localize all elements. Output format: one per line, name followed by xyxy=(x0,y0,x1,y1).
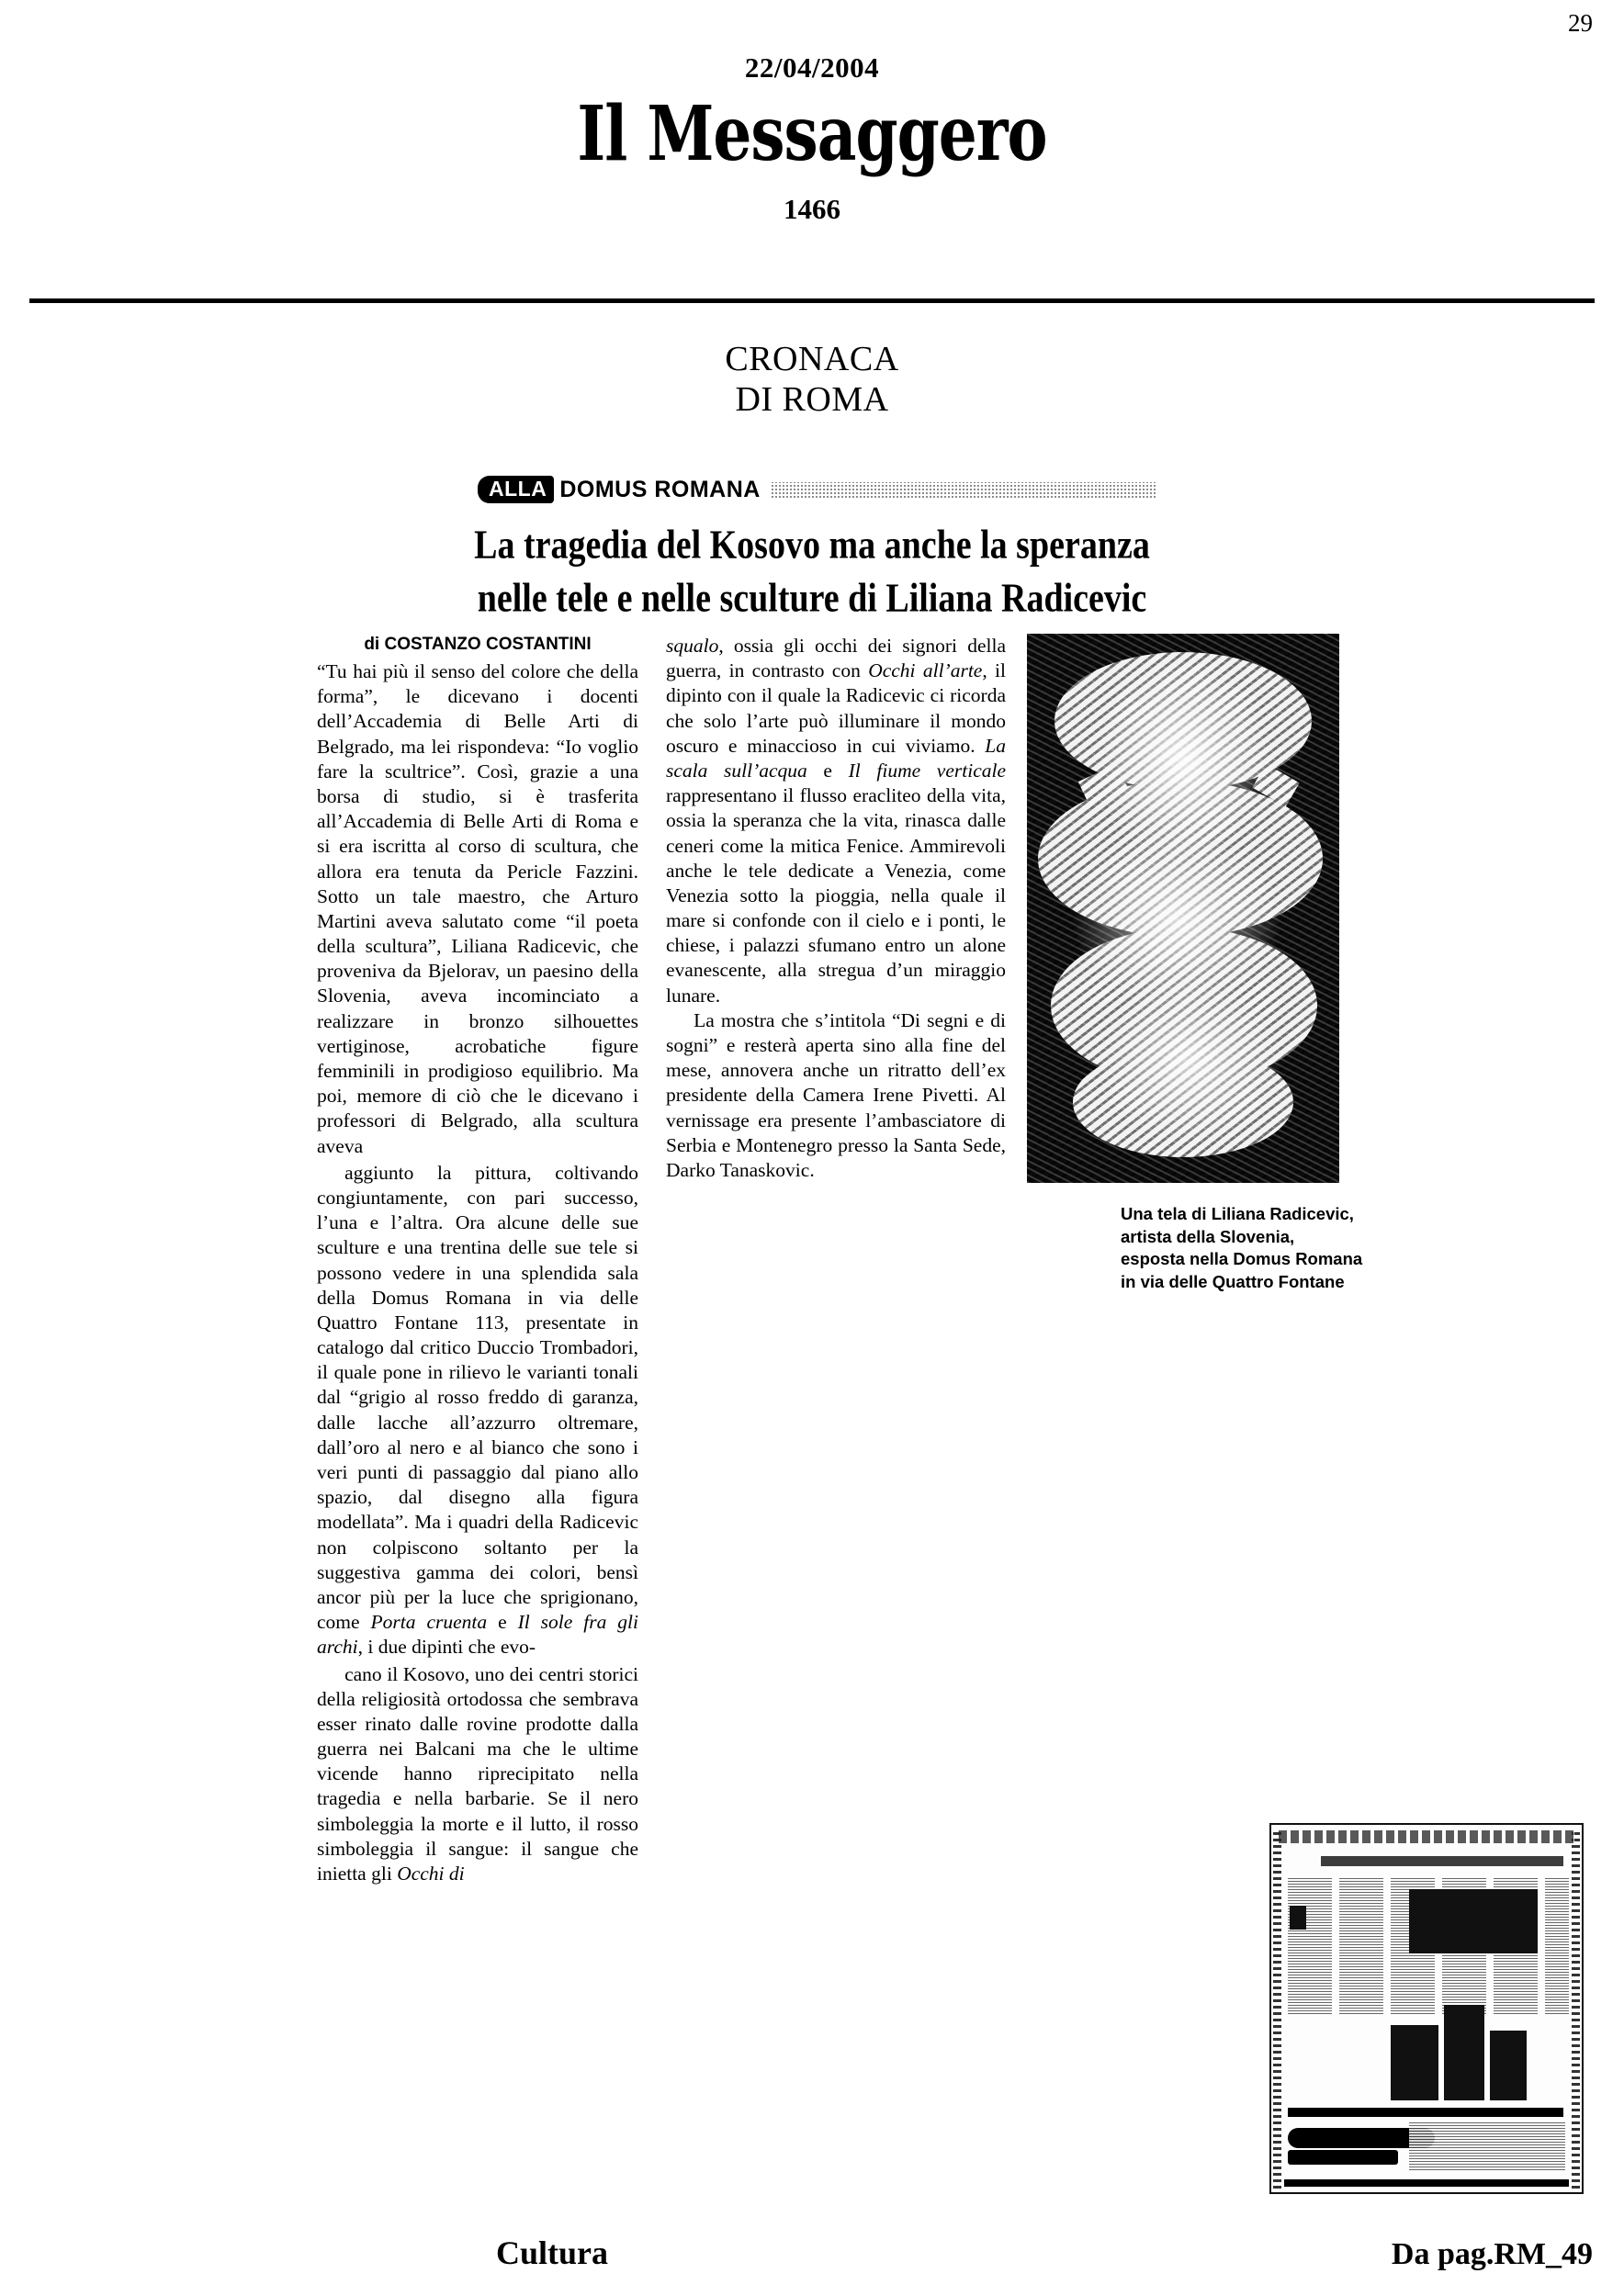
paragraph-text: aggiunto la pittura, coltivando congiuntamente, con pari successo, l’una e l’altra. Ora alcune delle sue sculture e una trentina delle sue tele si possono vedere in una splendida sala della Domus Romana in via delle Quattro Fontane 113, presentate in catalogo dal critico Duccio Trombadori, il quale pone in rilievo le varianti tonali dal “grigio al rosso freddo di garanza, dalle lacche all’azzurro oltremare, dall’oro al nero e al bianco che sono i veri punti di passaggio dal piano allo spazio, dal disegno alla figura modellata”. Ma i quadri della Radicevic non colpiscono soltanto per la suggestiva gamma dei colori, bensì ancor più per la luce che sprigionano, come xyxy=(317,1161,638,1634)
paper-title: Il Messaggero xyxy=(577,88,1047,178)
work-title-il-sole-fra-gli-archi: Il sole fra gli archi xyxy=(317,1611,638,1659)
paragraph-text: rappresentano il flusso eracliteo della vita, ossia la speranza che la vita, rinasca dalle ceneri come la mitica Fenice. Ammirevoli anche le tele dedicate a Venezia, come Venezia sotto la pioggia, nella quale il mare si confonde con il cielo e i ponti, le chiese, i palazzi sfumano entro un alone evanescente, alla stregua d’un miraggio lunare. xyxy=(666,784,1006,1007)
caption-line4: in via delle Quattro Fontane xyxy=(1121,1271,1345,1291)
page-clipping-thumbnail xyxy=(1269,1823,1584,2194)
work-title-la-scala-sullacqua: La scala sull’acqua xyxy=(666,734,1006,782)
kicker-decorative-bar xyxy=(772,482,1157,498)
byline xyxy=(317,634,638,656)
paragraph-text: , il dipinto con il quale la Radicevic ci ricorda che solo l’arte può illuminare il mondo oscuro e minaccioso in cui viviamo. xyxy=(666,659,1006,757)
paragraph: La mostra che s’intitola “Di segni e di sogni” e resterà aperta sino alla fine del mese, annovera anche un ritratto dell’ex presidente della Camera Irene Pivetti. Al vernissage era presente l’ambasciatore di Serbia e Montenegro presso la Santa Sede, Darko Tanaskovic. xyxy=(666,1008,1006,1181)
kicker xyxy=(478,476,1157,503)
caption-line2: artista della Slovenia, xyxy=(1121,1226,1295,1246)
issue-number: 1466 xyxy=(784,193,840,225)
issue-date: 22/04/2004 xyxy=(744,51,880,84)
headline-line2: nelle tele e nelle sculture di Liliana Radicevic xyxy=(477,575,1147,622)
work-title-porta-cruenta: Porta cruenta xyxy=(370,1611,488,1634)
headline-line1: La tragedia del Kosovo ma anche la speranza xyxy=(474,522,1150,568)
paragraph-text: cano il Kosovo, uno dei centri storici della religiosità ortodossa che sembrava esser rinato dalle rovine prodotte dalla guerra nei Balcani ma che le ultime vicende hanno riprecipitato nella tragedia e nella barbarie. Se il nero simboleggia la morte e il lutto, il rosso simboleggia il sangue: il sangue che inietta gli xyxy=(317,1662,638,1885)
caption-line1: Una tela di Liliana Radicevic, xyxy=(1121,1204,1354,1223)
caption-line3: esposta nella Domus Romana xyxy=(1121,1249,1363,1269)
byline-prefix: di xyxy=(364,635,380,654)
header-divider xyxy=(29,298,1595,303)
article-column-1 xyxy=(317,634,638,1886)
work-title-occhi-allarte: Occhi all’arte xyxy=(868,659,983,682)
paragraph-tail: , i due dipinti che evo- xyxy=(357,1636,536,1659)
section-title-line2: DI ROMA xyxy=(735,379,889,419)
paragraph-text: , ossia gli occhi dei signori della guerra, in contrasto con xyxy=(666,635,1006,682)
paragraph xyxy=(317,1662,638,1887)
photo-caption xyxy=(1121,1203,1424,1293)
work-title-occhi-di: Occhi di xyxy=(397,1863,465,1885)
byline-author: COSTANZO COSTANTINI xyxy=(384,635,592,654)
article-headline xyxy=(276,519,1348,626)
page-number: 29 xyxy=(1568,9,1593,37)
section-title xyxy=(0,340,1624,420)
paragraph: “Tu hai più il senso del colore che della forma”, le dicevano i docenti dell’Accademia di Belle Arti di Belgrado, ma lei rispondeva: “Io voglio fare la scultrice”. Così, grazie a una borsa di studio, si è trasferita all’Accademia di Belle Arti di Roma e si era iscritta al corso di scultura, che allora era tenuta da Pericle Fazzini. Sotto un tale maestro, che Arturo Martini aveva salutato come “il poeta della scultura”, Liliana Radicevic, che proveniva da Bjelorav, un paesino della Slovenia, aveva incominciato a realizzare in bronzo silhouettes vertiginose, acrobatiche figure femminili in prodigioso equilibrio. Ma poi, memore di ciò che le dicevano i professori di Belgrado, alla scultura aveva xyxy=(317,660,638,1157)
kicker-text: DOMUS ROMANA xyxy=(559,476,761,502)
footer-section-label: Cultura xyxy=(496,2234,609,2271)
conjunction: e xyxy=(487,1611,518,1634)
masthead xyxy=(0,51,1624,226)
artwork-photo xyxy=(1027,634,1339,1183)
kicker-badge: ALLA xyxy=(478,476,554,502)
article-column-2 xyxy=(666,634,1006,1183)
work-title-squalo: squalo xyxy=(666,635,719,657)
footer-page-reference: Da pag.RM_49 xyxy=(1391,2237,1593,2271)
paragraph xyxy=(666,634,1006,1008)
paragraph xyxy=(317,1161,638,1660)
section-title-line1: CRONACA xyxy=(725,340,899,378)
work-title-il-fiume-verticale: Il fiume verticale xyxy=(848,759,1007,782)
conjunction: e xyxy=(806,759,849,782)
